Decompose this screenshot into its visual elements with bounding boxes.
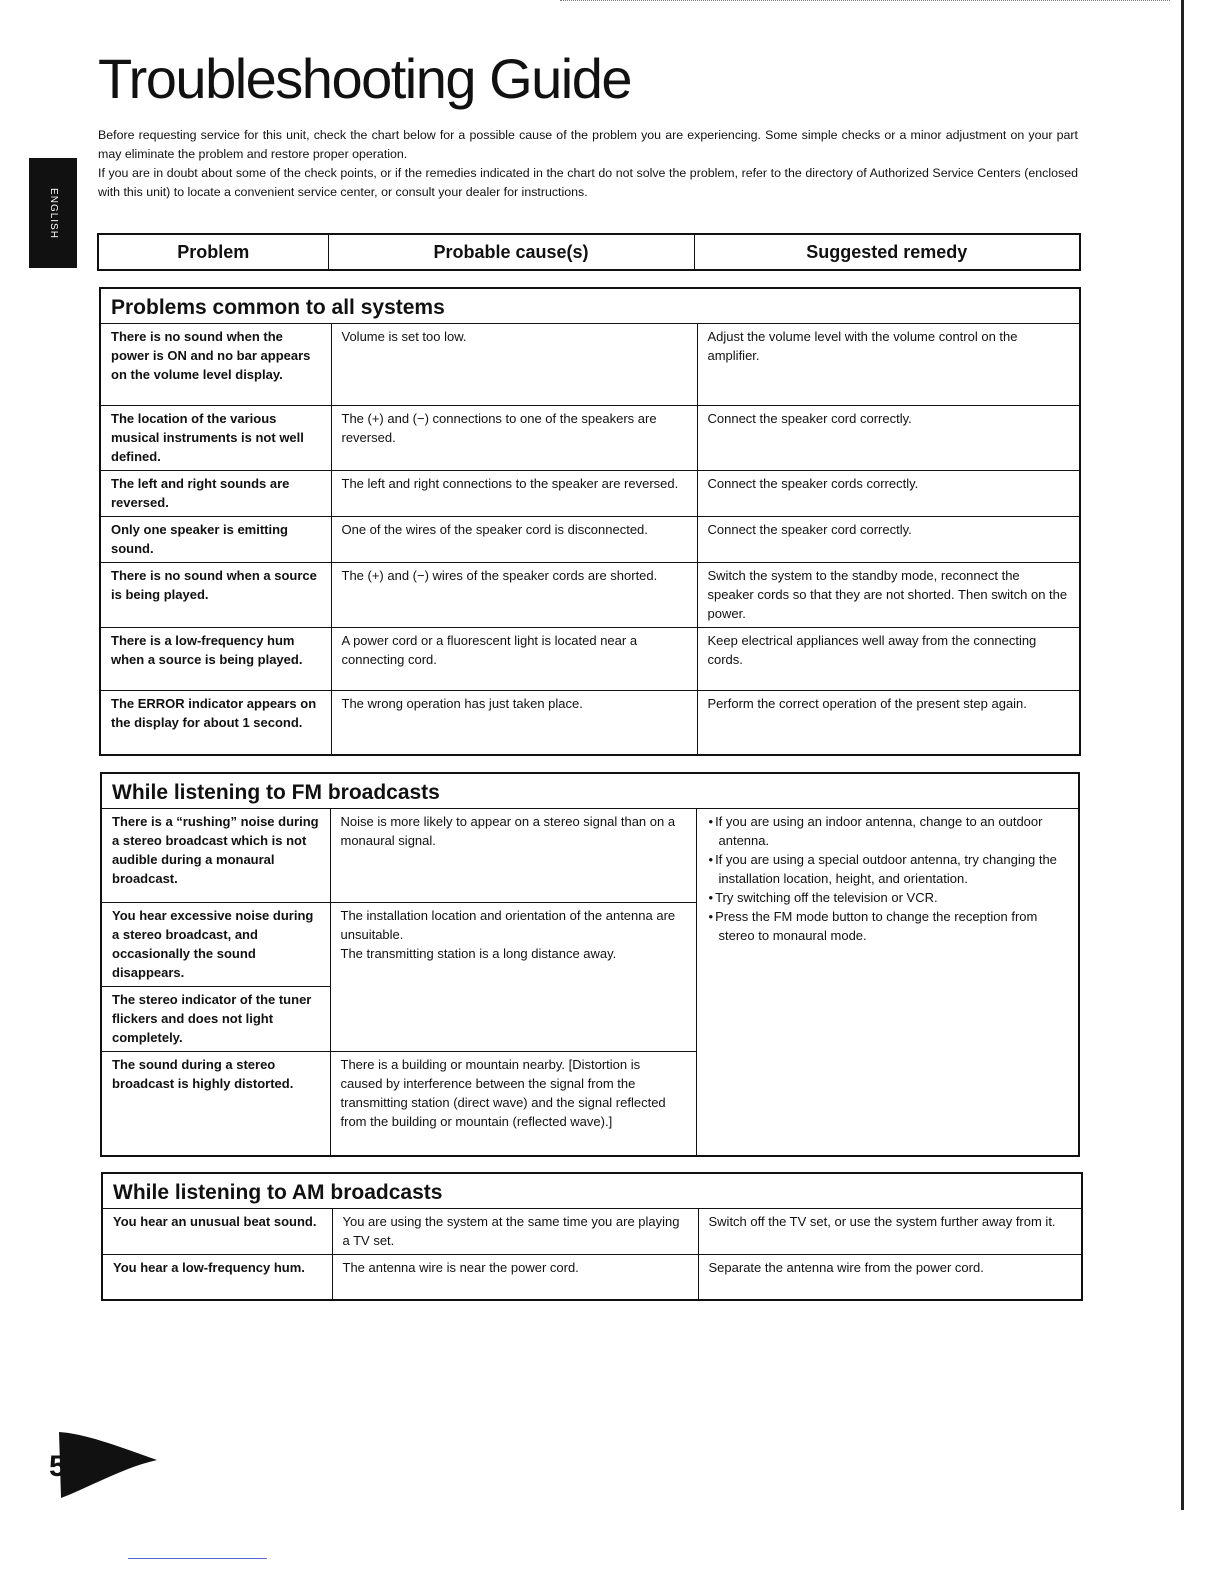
table-row xyxy=(101,809,1079,903)
remedy-cell: Connect the speaker cords correctly. xyxy=(697,471,1080,517)
cause-line: The installation location and orientation of the antenna are unsuitable. xyxy=(340,908,676,942)
table-row xyxy=(100,563,1080,628)
page-number: 5 xyxy=(49,1450,66,1483)
page-tab-shape xyxy=(59,1432,157,1498)
problem-cell: There is a low-frequency hum when a source is being played. xyxy=(100,628,331,691)
cause-cell: The antenna wire is near the power cord. xyxy=(332,1255,698,1300)
bottom-rule xyxy=(128,1558,267,1559)
cause-cell: You are using the system at the same time you are playing a TV set. xyxy=(332,1209,698,1255)
problem-cell: The stereo indicator of the tuner flickers and does not light completely. xyxy=(101,987,330,1052)
section-title: Problems common to all systems xyxy=(100,288,1080,324)
page-edge-rule xyxy=(1181,0,1184,1510)
problem-cell: You hear a low-frequency hum. xyxy=(102,1255,332,1300)
page-title: Troubleshooting Guide xyxy=(98,47,632,110)
problem-cell: There is no sound when the power is ON and no bar appears on the volume level display. xyxy=(100,324,331,406)
table-row xyxy=(102,1255,1082,1300)
column-header-problem: Problem xyxy=(98,234,328,270)
table-row xyxy=(100,691,1080,755)
cause-cell: The wrong operation has just taken place. xyxy=(331,691,697,755)
list-item: • Press the FM mode button to change the reception from stereo to monaural mode. xyxy=(707,907,1069,945)
remedy-list xyxy=(707,812,1069,945)
language-tab xyxy=(29,158,77,268)
table-row xyxy=(102,1209,1082,1255)
section-fm xyxy=(100,772,1080,1157)
intro-paragraph: If you are in doubt about some of the check points, or if the remedies indicated in the chart do not solve the problem, refer to the directory of Authorized Service Centers (enclosed with this unit) to locate a convenient service center, or consult your dealer for instructions. xyxy=(98,166,1078,199)
remedy-cell: Switch off the TV set, or use the system further away from it. xyxy=(698,1209,1082,1255)
problem-cell: Only one speaker is emitting sound. xyxy=(100,517,331,563)
column-header-table xyxy=(97,233,1081,271)
list-item: • Try switching off the television or VCR. xyxy=(707,888,1069,907)
problem-cell: The location of the various musical instruments is not well defined. xyxy=(100,406,331,471)
problem-cell: The left and right sounds are reversed. xyxy=(100,471,331,517)
problem-cell: You hear excessive noise during a stereo broadcast, and occasionally the sound disappears. xyxy=(101,903,330,987)
page-number-mark xyxy=(47,1428,162,1500)
problem-cell: The ERROR indicator appears on the display for about 1 second. xyxy=(100,691,331,755)
table-row xyxy=(100,471,1080,517)
intro-text xyxy=(98,126,1078,202)
section-common xyxy=(99,287,1081,756)
cause-line: The transmitting station is a long distance away. xyxy=(340,946,617,961)
cause-cell: The (+) and (−) wires of the speaker cords are shorted. xyxy=(331,563,697,628)
cause-cell: The left and right connections to the speaker are reversed. xyxy=(331,471,697,517)
problem-cell: There is a “rushing” noise during a stereo broadcast which is not audible during a monaural broadcast. xyxy=(101,809,330,903)
table-row xyxy=(100,517,1080,563)
section-title: While listening to AM broadcasts xyxy=(102,1173,1082,1209)
remedy-cell: Perform the correct operation of the present step again. xyxy=(697,691,1080,755)
problem-cell: The sound during a stereo broadcast is highly distorted. xyxy=(101,1052,330,1156)
table-row xyxy=(100,324,1080,406)
list-item: • If you are using an indoor antenna, change to an outdoor antenna. xyxy=(707,812,1069,850)
cause-cell: Noise is more likely to appear on a stereo signal than on a monaural signal. xyxy=(330,809,696,903)
column-header-cause: Probable cause(s) xyxy=(328,234,694,270)
remedy-cell: Connect the speaker cord correctly. xyxy=(697,406,1080,471)
remedy-cell: Switch the system to the standby mode, reconnect the speaker cords so that they are not shorted. Then switch on the power. xyxy=(697,563,1080,628)
remedy-cell: Adjust the volume level with the volume control on the amplifier. xyxy=(697,324,1080,406)
cause-cell xyxy=(330,903,696,1052)
remedy-cell: Keep electrical appliances well away from the connecting cords. xyxy=(697,628,1080,691)
remedy-cell: Connect the speaker cord correctly. xyxy=(697,517,1080,563)
column-header-remedy: Suggested remedy xyxy=(694,234,1080,270)
problem-cell: There is no sound when a source is being played. xyxy=(100,563,331,628)
section-am xyxy=(101,1172,1083,1301)
section-title: While listening to FM broadcasts xyxy=(101,773,1079,809)
cause-cell: The (+) and (−) connections to one of the speakers are reversed. xyxy=(331,406,697,471)
scan-artifact-line xyxy=(560,0,1170,3)
cause-cell: Volume is set too low. xyxy=(331,324,697,406)
intro-paragraph: Before requesting service for this unit, check the chart below for a possible cause of the problem you are experiencing. Some simple checks or a minor adjustment on your part may eliminate the problem and restore proper operation. xyxy=(98,128,1078,161)
cause-cell: One of the wires of the speaker cord is disconnected. xyxy=(331,517,697,563)
list-item: • If you are using a special outdoor antenna, try changing the installation location, height, and orientation. xyxy=(707,850,1069,888)
language-tab-label: ENGLISH xyxy=(47,187,59,239)
remedy-cell xyxy=(696,809,1079,1156)
table-row xyxy=(100,406,1080,471)
cause-cell: There is a building or mountain nearby. [Distortion is caused by interference between the signal from the transmitting station (direct wave) and the signal reflected from the building or mountain (reflected wave).] xyxy=(330,1052,696,1156)
remedy-cell: Separate the antenna wire from the power cord. xyxy=(698,1255,1082,1300)
table-row xyxy=(100,628,1080,691)
problem-cell: You hear an unusual beat sound. xyxy=(102,1209,332,1255)
cause-cell: A power cord or a fluorescent light is located near a connecting cord. xyxy=(331,628,697,691)
